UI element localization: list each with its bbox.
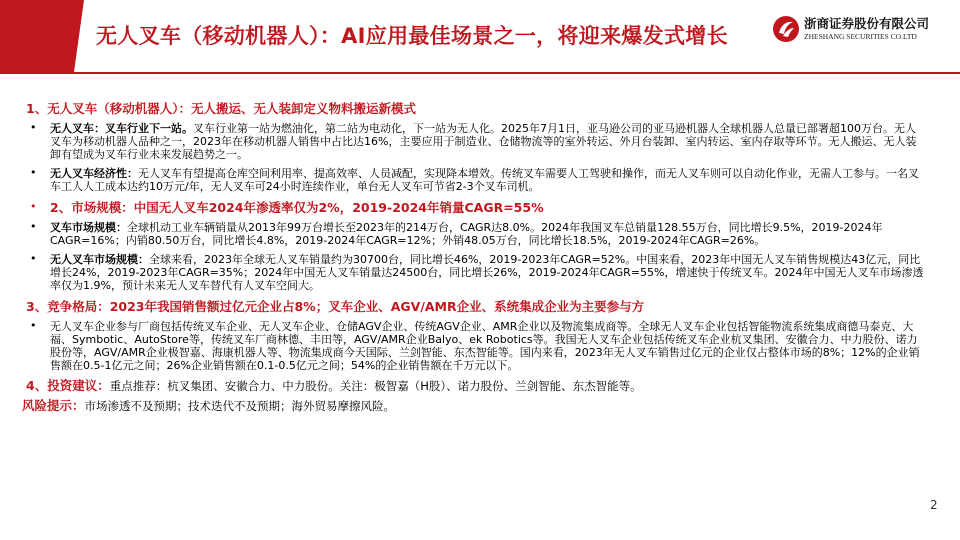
investment-text: 重点推荐：杭叉集团、安徽合力、中力股份。关注：极智嘉（H股）、诺力股份、兰剑智能、东杰智能等。 [109,379,642,393]
bullet-dot: • [30,319,37,332]
page-title: 无人叉车（移动机器人）：AI应用最佳场景之一，将迎来爆发式增长 [96,24,728,48]
bullet-label: 无人叉车经济性： [50,167,138,180]
bullet-dot: • [30,121,37,134]
section-1-heading: 1、无人叉车（移动机器人）：无人搬运、无人装卸定义物料搬运新模式 [26,101,416,116]
bullet-dot: • [30,166,37,179]
bullet-text: 叉车行业第一站为燃油化，第二站为电动化，下一站为无人化。2025年7月1日，亚马逊公司的亚马逊机器人全球机器人总量已部署超100万台。无人叉车为移动机器人品种之一，2023年在移动机器人销售中占比达16%，主要应用于制造业、仓储物流等的室外转运、外月台装卸、室内转运、室内存取等环节。无人搬运、无人装卸有望成为叉车行业未来发展趋势之一。 [50,122,917,161]
section-1-bullet-1 [26,122,926,161]
section-2-heading-row [26,199,926,216]
risk-label: 风险提示： [22,398,85,413]
page-number: 2 [930,498,938,512]
section-2-heading: 2、市场规模：中国无人叉车2024年渗透率仅为2%，2019-2024年销量CAGR=55% [50,200,544,215]
bullet-dot: • [30,252,37,265]
section-2-bullet-1 [26,221,926,247]
logo-english-name: ZHESHANG SECURITIES CO.LTD [804,32,917,41]
section-1-bullet-2 [26,167,926,193]
risk-text: 市场渗透不及预期；技术迭代不及预期；海外贸易摩擦风险。 [84,399,396,413]
bullet-dot: • [30,220,37,233]
investment-label: 4、投资建议： [26,378,110,393]
company-logo [772,13,952,49]
section-3-bullet-1 [26,320,926,372]
bullet-label: 叉车市场规模： [50,221,127,234]
logo-chinese-name: 浙商证券股份有限公司 [804,16,930,31]
header-divider [0,72,960,74]
bullet-text: 全球来看，2023年全球无人叉车销量约为30700台，同比增长46%，2019-2023年CAGR=52%。中国来看，2023年中国无人叉车销售规模达43亿元，同比增长24%，2019-2023年CAGR=35%；2024年中国无人叉车销量达24500台，同比增长26%，2019-2024年CAGR=55%，增速快于传统叉车。2024年中国无人叉车市场渗透率仅为1.9%，预计未来无人叉车替代有人叉车空间大。 [50,253,924,292]
bullet-text: 无人叉车企业参与厂商包括传统叉车企业、无人叉车企业、仓储AGV企业、传统AGV企业、AMR企业以及物流集成商等。全球无人叉车企业包括智能物流系统集成商德马泰克、大福、Symbotic、AutoStore等，传统叉车厂商林德、丰田等，AGV/AMR企业Balyo、ek Robotics等。我国无人叉车企业包括传统叉车企业杭叉集团、安徽合力、中力股份、诺力股份等，AGV/AMR企业极智嘉、海康机器人等、物流集成商今天国际、兰剑智能、东杰智能等。国内来看，2023年无人叉车销售过亿元的企业仅占整体市场的8%；12%的企业销售额在0.5-1亿元之间；26%企业销售额在0.1-0.5亿元之间；54%的企业销售额在千万元以下。 [50,320,920,372]
bullet-label: 无人叉车：叉车行业下一站。 [50,122,193,135]
header-red-triangle [74,0,84,72]
bullet-text: 无人叉车有望提高仓库空间利用率、提高效率、人员减配，实现降本增效。传统叉车需要人工驾驶和操作，而无人叉车则可以自动化作业，无需人工参与。一名叉车工人人工成本达约10万元/年，无人叉车可24小时连续作业，单台无人叉车可节省2-3个叉车司机。 [50,167,919,193]
section-3-heading: 3、竞争格局：2023年我国销售额过亿元企业占8%；叉车企业、AGV/AMR企业、系统集成企业为主要参与方 [26,299,645,314]
header-red-block [0,0,74,72]
investment-advice [26,378,926,394]
bullet-dot: • [30,200,37,213]
bullet-label: 无人叉车市场规模： [50,253,149,266]
zheshang-logo-icon [772,15,800,43]
slide-content [22,100,926,414]
bullet-text: 全球机动工业车辆销量从2013年99万台增长至2023年的214万台，CAGR达8.0%。2024年我国叉车总销量128.55万台，同比增长9.5%，2019-2024年CAGR=16%；内销80.50万台，同比增长4.8%，2019-2024年CAGR=12%；外销48.05万台，同比增长18.5%，2019-2024年CAGR=26%。 [50,221,883,247]
risk-warning [22,398,926,414]
section-2-bullet-2 [26,253,926,292]
